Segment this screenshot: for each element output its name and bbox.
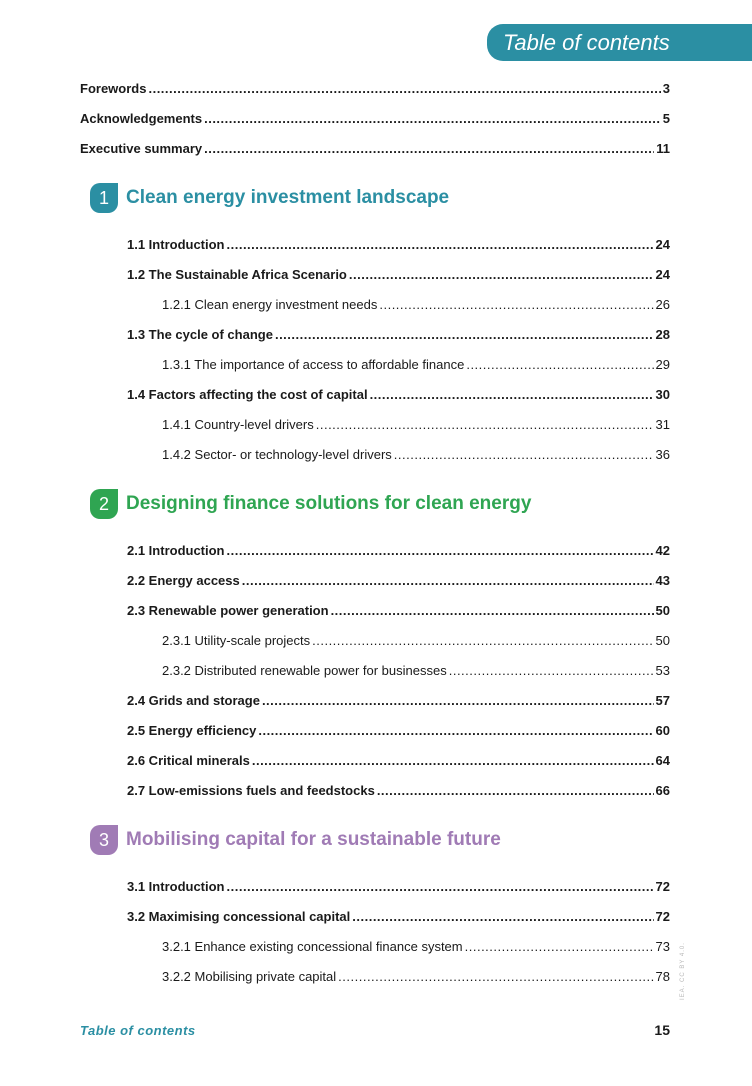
toc-entry-page: 60 xyxy=(655,723,670,738)
dot-leader xyxy=(370,386,654,404)
toc-entry-subsection[interactable] xyxy=(162,632,670,650)
dot-leader xyxy=(252,752,654,770)
toc-entry-page: 11 xyxy=(656,141,670,156)
dot-leader xyxy=(394,446,654,464)
toc-entry-front-matter[interactable] xyxy=(80,80,670,98)
toc-entry-label: 2.3 Renewable power generation xyxy=(127,603,329,618)
chapter-number-badge: 2 xyxy=(90,489,118,519)
dot-leader xyxy=(227,878,654,896)
toc-entry-label: 2.1 Introduction xyxy=(127,543,225,558)
chapter-heading[interactable] xyxy=(90,489,531,519)
toc-entry-subsection[interactable] xyxy=(162,968,670,986)
toc-entry-section[interactable] xyxy=(127,782,670,800)
toc-entry-label: 1.1 Introduction xyxy=(127,237,225,252)
toc-entry-page: 26 xyxy=(655,297,670,312)
toc-entry-page: 50 xyxy=(655,633,670,648)
toc-entry-subsection[interactable] xyxy=(162,938,670,956)
dot-leader xyxy=(466,356,653,374)
toc-entry-label: 3.2.2 Mobilising private capital xyxy=(162,969,337,984)
toc-entry-page: 72 xyxy=(655,879,670,894)
toc-entry-page: 36 xyxy=(655,447,670,462)
toc-entry-label: 1.4 Factors affecting the cost of capital xyxy=(127,387,368,402)
dot-leader xyxy=(204,110,661,128)
toc-entry-label: 2.5 Energy efficiency xyxy=(127,723,257,738)
toc-entry-page: 31 xyxy=(655,417,670,432)
toc-entry-subsection[interactable] xyxy=(162,296,670,314)
dot-leader xyxy=(316,416,654,434)
header-title: Table of contents xyxy=(503,30,670,55)
dot-leader xyxy=(242,572,654,590)
toc-entry-page: 29 xyxy=(655,357,670,372)
toc-entry-page: 24 xyxy=(655,237,670,252)
toc-entry-subsection[interactable] xyxy=(162,446,670,464)
header-title-tab xyxy=(487,24,752,61)
dot-leader xyxy=(227,542,654,560)
dot-leader xyxy=(204,140,654,158)
toc-entry-page: 73 xyxy=(655,939,670,954)
toc-entry-label: 2.3.2 Distributed renewable power for businesses xyxy=(162,663,447,678)
chapter-title: Clean energy investment landscape xyxy=(126,187,450,208)
chapter-title: Designing finance solutions for clean energy xyxy=(126,493,532,514)
chapter-number-badge: 1 xyxy=(90,183,118,213)
dot-leader xyxy=(227,236,654,254)
dot-leader xyxy=(377,782,654,800)
toc-entry-label: 2.4 Grids and storage xyxy=(127,693,260,708)
toc-entry-page: 30 xyxy=(655,387,670,402)
toc-entry-page: 28 xyxy=(655,327,670,342)
dot-leader xyxy=(258,722,653,740)
toc-entry-label: 1.2.1 Clean energy investment needs xyxy=(162,297,378,312)
toc-entry-label: 2.3.1 Utility-scale projects xyxy=(162,633,311,648)
toc-entry-page: 3 xyxy=(662,81,670,96)
toc-entry-section[interactable] xyxy=(127,878,670,896)
dot-leader xyxy=(349,266,654,284)
dot-leader xyxy=(262,692,654,710)
toc-entry-front-matter[interactable] xyxy=(80,140,670,158)
dot-leader xyxy=(312,632,653,650)
toc-entry-page: 42 xyxy=(655,543,670,558)
toc-entry-front-matter[interactable] xyxy=(80,110,670,128)
toc-entry-section[interactable] xyxy=(127,236,670,254)
chapter-heading[interactable] xyxy=(90,183,449,213)
toc-entry-label: Acknowledgements xyxy=(80,111,203,126)
page-number: 15 xyxy=(654,1022,670,1038)
dot-leader xyxy=(148,80,660,98)
toc-entry-page: 24 xyxy=(655,267,670,282)
chapter-title: Mobilising capital for a sustainable future xyxy=(126,829,501,850)
toc-entry-section[interactable] xyxy=(127,692,670,710)
toc-entry-section[interactable] xyxy=(127,266,670,284)
toc-entry-page: 57 xyxy=(655,693,670,708)
toc-entry-page: 64 xyxy=(655,753,670,768)
toc-entry-label: Executive summary xyxy=(80,141,203,156)
toc-entry-page: 43 xyxy=(655,573,670,588)
toc-entry-label: 1.4.2 Sector- or technology-level drivers xyxy=(162,447,392,462)
toc-entry-section[interactable] xyxy=(127,572,670,590)
toc-entry-section[interactable] xyxy=(127,752,670,770)
dot-leader xyxy=(331,602,654,620)
toc-entry-label: Forewords xyxy=(80,81,147,96)
toc-entry-section[interactable] xyxy=(127,386,670,404)
toc-entry-label: 1.3.1 The importance of access to affordable finance xyxy=(162,357,465,372)
toc-entry-section[interactable] xyxy=(127,326,670,344)
dot-leader xyxy=(379,296,653,314)
dot-leader xyxy=(352,908,653,926)
toc-entry-subsection[interactable] xyxy=(162,356,670,374)
footer-label: Table of contents xyxy=(80,1023,196,1038)
toc-entry-label: 3.2 Maximising concessional capital xyxy=(127,909,351,924)
toc-entry-label: 1.4.1 Country-level drivers xyxy=(162,417,314,432)
toc-entry-page: 5 xyxy=(662,111,670,126)
toc-entry-label: 1.3 The cycle of change xyxy=(127,327,273,342)
dot-leader xyxy=(449,662,654,680)
toc-entry-page: 72 xyxy=(655,909,670,924)
dot-leader xyxy=(275,326,654,344)
license-note: IEA. CC BY 4.0. xyxy=(680,942,686,1000)
toc-entry-subsection[interactable] xyxy=(162,662,670,680)
toc-entry-page: 53 xyxy=(655,663,670,678)
toc-entry-subsection[interactable] xyxy=(162,416,670,434)
toc-entry-page: 50 xyxy=(655,603,670,618)
toc-entry-section[interactable] xyxy=(127,722,670,740)
dot-leader xyxy=(465,938,654,956)
toc-entry-label: 2.6 Critical minerals xyxy=(127,753,250,768)
toc-entry-label: 3.2.1 Enhance existing concessional finance system xyxy=(162,939,463,954)
toc-entry-label: 2.2 Energy access xyxy=(127,573,240,588)
toc-entry-page: 78 xyxy=(655,969,670,984)
dot-leader xyxy=(338,968,653,986)
toc-entry-section[interactable] xyxy=(127,602,670,620)
toc-entry-section[interactable] xyxy=(127,542,670,560)
toc-entry-label: 3.1 Introduction xyxy=(127,879,225,894)
toc-entry-label: 1.2 The Sustainable Africa Scenario xyxy=(127,267,347,282)
toc-entry-label: 2.7 Low-emissions fuels and feedstocks xyxy=(127,783,375,798)
chapter-heading[interactable] xyxy=(90,825,501,855)
toc-entry-page: 66 xyxy=(655,783,670,798)
toc-entry-section[interactable] xyxy=(127,908,670,926)
chapter-number-badge: 3 xyxy=(90,825,118,855)
